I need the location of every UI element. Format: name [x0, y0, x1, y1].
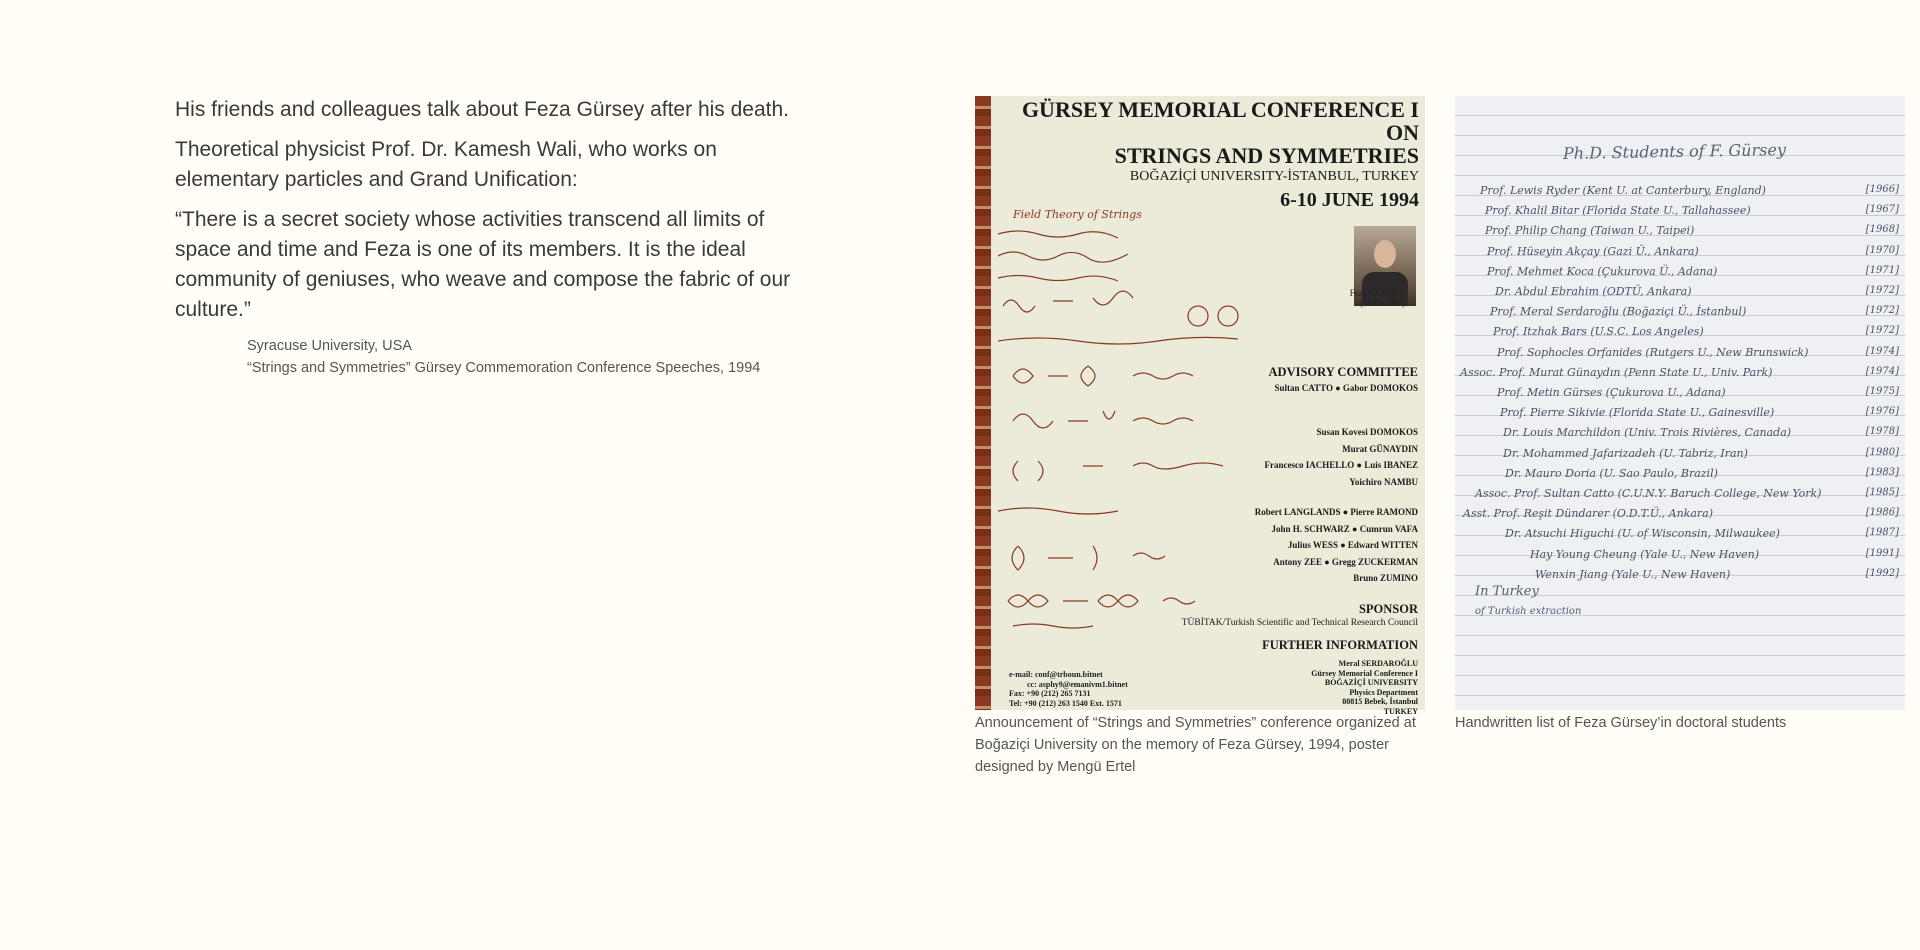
contact-block: e-mail: conf@trboun.bitnet cc: asphy9@emanivm1.bitnet Fax: +90 (212) 265 7131 Tel: +90 (212) 263 1540 Ext. 1571 — [1009, 670, 1128, 708]
poster-dates: 6-10 JUNE 1994 — [1280, 189, 1419, 211]
student-name: Prof. Khalil Bitar (Florida State U., Tallahassee) — [1485, 204, 1751, 218]
list-title: Ph.D. Students of F. Gürsey — [1562, 140, 1787, 163]
sponsor-heading: SPONSOR — [1358, 602, 1418, 616]
student-row — [1455, 285, 1905, 305]
intro-text — [175, 95, 795, 379]
students-figure — [1455, 96, 1905, 734]
student-row — [1455, 245, 1905, 265]
student-row — [1455, 184, 1905, 204]
student-year: [1980] — [1865, 446, 1899, 458]
student-year: [1972] — [1865, 305, 1899, 317]
student-row — [1455, 224, 1905, 244]
student-name: Prof. Meral Serdaroğlu (Boğaziçi Ü., İstanbul) — [1490, 305, 1747, 319]
info-block: FURTHER INFORMATION Meral SERDAROĞLU Gürsey Memorial Conference I BOĞAZİÇİ UNIVERSITY Physics Department 80815 Bebek, İstanbul TURKEY — [1262, 638, 1418, 716]
student-name: Prof. Metin Gürses (Çukurova U., Adana) — [1497, 386, 1726, 399]
quote-attribution — [247, 335, 795, 379]
student-year: [1983] — [1865, 466, 1899, 478]
student-year: [1975] — [1865, 386, 1899, 397]
spiral-binding — [975, 96, 991, 710]
quote: “There is a secret society whose activities transcend all limits of space and time and Feza is one of its members. It is the ideal community of geniuses, who weave and compose the fabric of our culture.” — [175, 208, 791, 321]
student-name: Prof. Philip Chang (Taiwan U., Taipei) — [1485, 224, 1695, 238]
poster-title — [1022, 98, 1419, 214]
student-row — [1455, 426, 1905, 446]
student-row — [1455, 527, 1905, 547]
student-name: Assoc. Prof. Sultan Catto (C.U.N.Y. Baruch College, New York) — [1475, 487, 1822, 500]
student-name: Prof. Lewis Ryder (Kent U. at Canterbury, England) — [1480, 184, 1766, 197]
footnote-turkish-extraction: of Turkish extraction — [1475, 606, 1582, 617]
advisory-committee-3: Robert LANGLANDS ● Pierre RAMOND John H. SCHWARZ ● Cumrun VAFA Julius WESS ● Edward WITTEN Antony ZEE ● Gregg ZUCKERMAN Bruno ZUMINO — [1254, 507, 1418, 583]
poster-caption: Announcement of “Strings and Symmetries” conference organized at Boğaziçi University on the memory of Feza Gürsey, 1994, poster designed by Mengü Ertel — [975, 715, 1416, 775]
student-row — [1455, 386, 1905, 406]
student-name: Asst. Prof. Reşit Dündarer (O.D.T.Ü., Ankara) — [1463, 507, 1713, 521]
student-row — [1455, 366, 1905, 386]
student-year: [1966] — [1865, 184, 1899, 195]
student-row — [1455, 548, 1905, 568]
student-row — [1455, 265, 1905, 285]
poster-title-line-3: STRINGS AND SYMMETRIES — [1114, 143, 1419, 168]
advisory-heading: ADVISORY COMMITTEE — [1268, 365, 1418, 379]
intro-paragraph: His friends and colleagues talk about Feza Gürsey after his death. — [175, 98, 790, 121]
scribble-title: Field Theory of Strings — [1013, 208, 1142, 221]
student-year: [1987] — [1865, 527, 1899, 539]
student-name: Hay Young Cheung (Yale U., New Haven) — [1530, 547, 1760, 561]
student-year: [1974] — [1865, 345, 1899, 357]
student-name: Prof. Sophocles Orfanides (Rutgers U., New Brunswick) — [1497, 345, 1809, 359]
poster-title-line-1: GÜRSEY MEMORIAL CONFERENCE I — [1021, 97, 1419, 122]
student-name: Dr. Mohammed Jafarizadeh (U. Tabriz, Iran) — [1503, 446, 1748, 460]
student-name: Assoc. Prof. Murat Günaydın (Penn State U., Univ. Park) — [1460, 365, 1773, 379]
poster-title-line-2: ON — [1386, 120, 1419, 145]
student-name: Dr. Atsuchi Higuchi (U. of Wisconsin, Milwaukee) — [1505, 527, 1780, 541]
advisory-committee: ADVISORY COMMITTEE Sultan CATTO ● Gabor DOMOKOS — [1268, 365, 1418, 393]
poster-venue: BOĞAZİÇİ UNIVERSITY-İSTANBUL, TURKEY — [1129, 169, 1419, 184]
student-year: [1974] — [1865, 365, 1899, 377]
student-year: [1978] — [1865, 426, 1899, 438]
portrait-caption: Feza GÜRSEY (1921-1992) — [1349, 288, 1405, 308]
student-name: Dr. Abdul Ebrahim (ODTÜ, Ankara) — [1495, 285, 1692, 298]
student-year: [1986] — [1865, 507, 1899, 519]
speaker-paragraph: Theoretical physicist Prof. Dr. Kamesh Wali, who works on elementary particles and Grand Unification: — [175, 138, 717, 191]
student-year: [1992] — [1865, 567, 1899, 579]
student-name: Dr. Louis Marchildon (Univ. Trois Rivières, Canada) — [1503, 426, 1792, 440]
student-name: Prof. Pierre Sikivie (Florida State U., Gainesville) — [1500, 406, 1775, 420]
student-name: Wenxin Jiang (Yale U., New Haven) — [1535, 567, 1731, 581]
list-caption: Handwritten list of Feza Gürsey’in doctoral students — [1455, 715, 1787, 731]
student-year: [1970] — [1865, 244, 1899, 256]
info-heading: FURTHER INFORMATION — [1262, 638, 1418, 652]
advisory-committee-2: Susan Kovesi DOMOKOS Murat GÜNAYDIN Francesco IACHELLO ● Luis IBANEZ Yoichiro NAMBU — [1264, 427, 1418, 487]
student-row — [1455, 447, 1905, 467]
student-row — [1455, 204, 1905, 224]
student-year: [1972] — [1865, 325, 1899, 337]
student-row — [1455, 487, 1905, 507]
student-year: [1976] — [1865, 406, 1899, 418]
student-year: [1972] — [1865, 285, 1899, 296]
student-row — [1455, 406, 1905, 426]
footnote-turkey: In Turkey — [1475, 584, 1539, 599]
handwritten-list-image — [1455, 96, 1905, 710]
student-row — [1455, 305, 1905, 325]
student-row — [1455, 507, 1905, 527]
student-year: [1985] — [1865, 487, 1899, 498]
sponsor-block — [1182, 601, 1418, 630]
student-row — [1455, 346, 1905, 366]
conference-poster-image — [975, 96, 1425, 716]
student-name: Prof. Mehmet Koca (Çukurova Ü., Adana) — [1487, 264, 1718, 278]
student-year: [1967] — [1865, 204, 1899, 216]
student-name: Prof. Hüseyin Akçay (Gazi Ü., Ankara) — [1487, 244, 1699, 258]
student-row — [1455, 325, 1905, 345]
student-name: Prof. Itzhak Bars (U.S.C. Los Angeles) — [1493, 325, 1704, 339]
student-year: [1991] — [1865, 547, 1899, 559]
attribution-affiliation: Syracuse University, USA — [247, 338, 412, 354]
student-year: [1971] — [1865, 264, 1899, 276]
attribution-source: “Strings and Symmetries” Gürsey Commemoration Conference Speeches, 1994 — [247, 360, 761, 376]
poster-figure — [975, 96, 1425, 778]
student-row — [1455, 467, 1905, 487]
student-year: [1968] — [1865, 224, 1899, 236]
sponsor-name: TÜBİTAK/Turkish Scientific and Technical Research Council — [1181, 618, 1418, 628]
student-name: Dr. Mauro Doria (U. Sao Paulo, Brazil) — [1505, 466, 1718, 480]
